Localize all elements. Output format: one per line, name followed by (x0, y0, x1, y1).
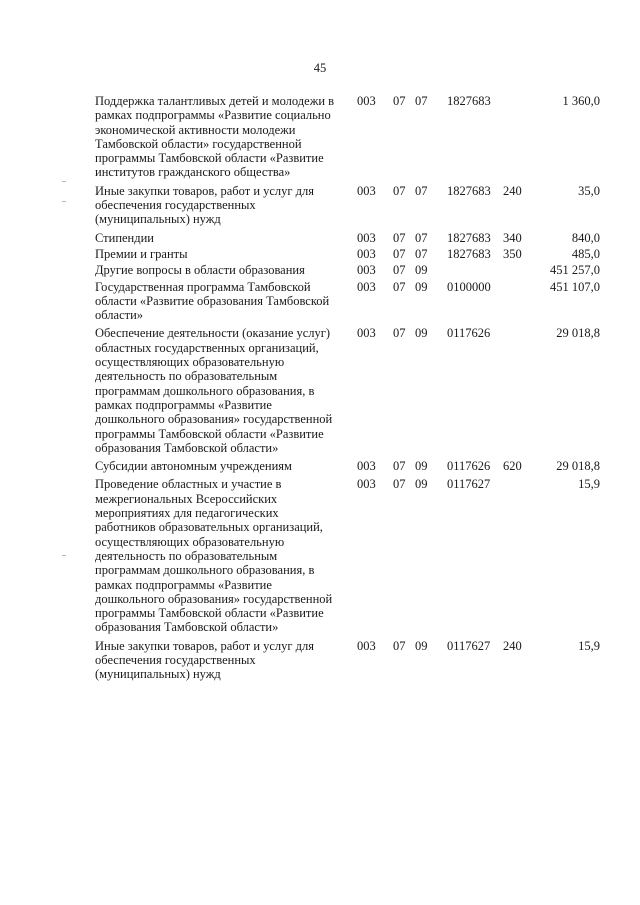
row-sum: 15,9 (578, 477, 600, 492)
table-row (95, 263, 600, 277)
row-target-item-code: 0117626 (447, 459, 491, 474)
row-name: Проведение областных и участие в межрегиональных Всероссийских мероприятиях для педагогических работников образовательных организаций, осуществляющих образовательную деятельность по образовательным программам дошкольного образования, в рамках подпрограммы «Развитие дошкольного образования» государственной программы Тамбовской области «Развитие образования Тамбовской области» (95, 477, 333, 635)
row-section-code: 07 (393, 477, 406, 492)
table-row (95, 94, 600, 180)
row-sum: 35,0 (578, 183, 600, 198)
table-row (95, 184, 600, 227)
table-row (95, 280, 600, 323)
table-row (95, 231, 600, 245)
row-subsection-code: 07 (415, 246, 428, 261)
row-expense-type-code: 350 (503, 246, 522, 261)
row-section-code: 07 (393, 326, 406, 341)
row-expense-type-code: 620 (503, 459, 522, 474)
row-name: Премии и гранты (95, 246, 188, 261)
row-target-item-code: 0117627 (447, 638, 491, 653)
margin-mark (62, 181, 66, 182)
margin-mark (62, 201, 66, 202)
table-row (95, 477, 600, 634)
row-name: Другие вопросы в области образования (95, 263, 305, 278)
row-target-item-code: 1827683 (447, 230, 491, 245)
row-target-item-code: 1827683 (447, 183, 491, 198)
row-grbs-code: 003 (357, 279, 376, 294)
row-subsection-code: 09 (415, 263, 428, 278)
table-row (95, 459, 600, 473)
row-name: Стипендии (95, 230, 154, 245)
row-expense-type-code: 240 (503, 183, 522, 198)
row-target-item-code: 0117626 (447, 326, 491, 341)
row-section-code: 07 (393, 230, 406, 245)
row-grbs-code: 003 (357, 230, 376, 245)
table-row (95, 326, 600, 455)
row-name: Поддержка талантливых детей и молодежи в рамках подпрограммы «Развитие социально экономической активности молодежи Тамбовской области» государственной программы Тамбовской области «Развитие институтов гражданского общества» (95, 94, 335, 180)
row-section-code: 07 (393, 263, 406, 278)
row-expense-type-code: 240 (503, 638, 522, 653)
table-row (95, 247, 600, 261)
row-section-code: 07 (393, 94, 406, 108)
row-grbs-code: 003 (357, 477, 376, 492)
row-section-code: 07 (393, 246, 406, 261)
row-sum: 15,9 (578, 638, 600, 653)
row-section-code: 07 (393, 279, 406, 294)
row-target-item-code: 0117627 (447, 477, 491, 492)
row-subsection-code: 09 (415, 326, 428, 341)
row-subsection-code: 07 (415, 230, 428, 245)
row-sum: 1 360,0 (562, 94, 600, 108)
row-subsection-code: 09 (415, 638, 428, 653)
row-name: Иные закупки товаров, работ и услуг для обеспечения государственных (муниципальных) нужд (95, 638, 315, 682)
row-section-code: 07 (393, 183, 406, 198)
row-grbs-code: 003 (357, 459, 376, 474)
row-sum: 451 257,0 (550, 263, 600, 278)
row-grbs-code: 003 (357, 94, 376, 108)
row-grbs-code: 003 (357, 638, 376, 653)
row-subsection-code: 09 (415, 279, 428, 294)
row-target-item-code: 1827683 (447, 246, 491, 261)
row-section-code: 07 (393, 638, 406, 653)
budget-table (95, 94, 600, 686)
row-name: Обеспечение деятельности (оказание услуг) областных государственных организаций, осуществляющих образовательную деятельность по образовательным программам дошкольного образования, в рамках подпрограммы «Развитие дошкольного образования» государственной программы Тамбовской области «Развитие образования Тамбовской области» (95, 326, 333, 455)
page-number: 45 (313, 61, 327, 75)
margin-mark (62, 555, 66, 556)
row-expense-type-code: 340 (503, 230, 522, 245)
row-sum: 840,0 (571, 230, 600, 245)
row-target-item-code: 1827683 (447, 94, 491, 108)
row-section-code: 07 (393, 459, 406, 474)
row-sum: 29 018,8 (556, 459, 600, 474)
row-subsection-code: 07 (415, 94, 428, 108)
row-sum: 485,0 (571, 246, 600, 261)
row-grbs-code: 003 (357, 326, 376, 341)
row-name: Иные закупки товаров, работ и услуг для обеспечения государственных (муниципальных) нужд (95, 183, 315, 227)
row-subsection-code: 07 (415, 183, 428, 198)
row-grbs-code: 003 (357, 263, 376, 278)
row-target-item-code: 0100000 (447, 279, 491, 294)
row-name: Субсидии автономным учреждениям (95, 459, 292, 474)
row-grbs-code: 003 (357, 246, 376, 261)
row-sum: 451 107,0 (550, 279, 600, 294)
table-row (95, 639, 600, 682)
row-sum: 29 018,8 (556, 326, 600, 341)
row-subsection-code: 09 (415, 459, 428, 474)
row-grbs-code: 003 (357, 183, 376, 198)
row-subsection-code: 09 (415, 477, 428, 492)
row-name: Государственная программа Тамбовской области «Развитие образования Тамбовской области» (95, 279, 330, 323)
